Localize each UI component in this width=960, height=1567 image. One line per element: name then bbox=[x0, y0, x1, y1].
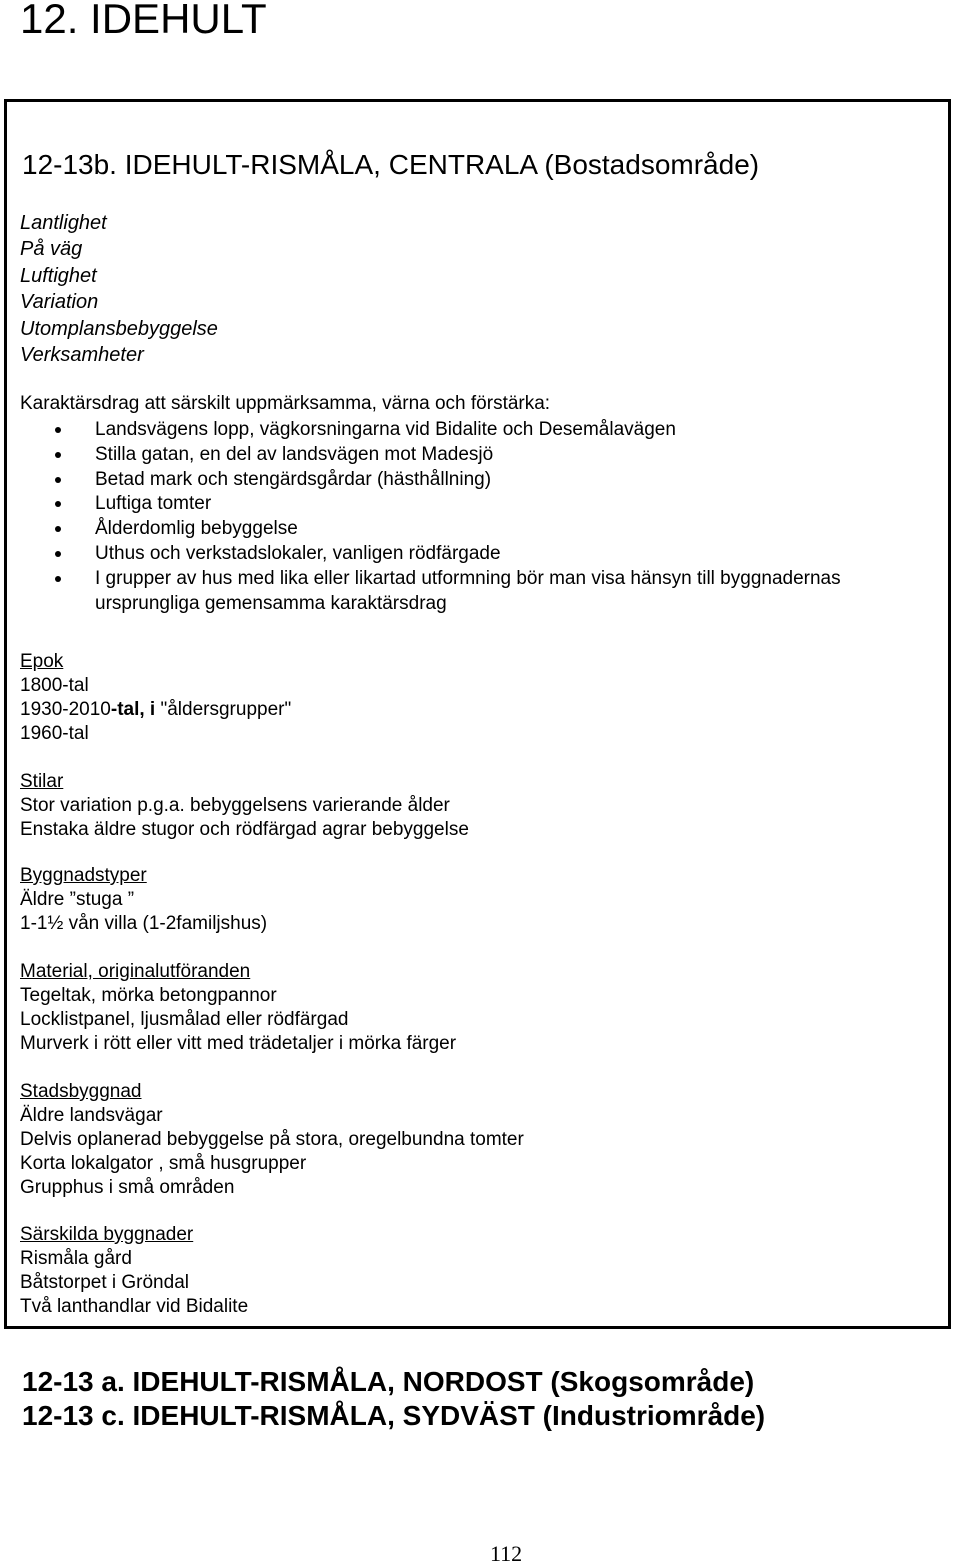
byggnadstyper-line: Äldre ”stuga ” bbox=[20, 889, 135, 910]
bullet-icon bbox=[55, 551, 61, 557]
material-heading: Material, originalutföranden bbox=[20, 961, 251, 982]
bullet-icon bbox=[55, 501, 61, 507]
epok-line: 1800-tal bbox=[20, 675, 89, 696]
stilar-section bbox=[20, 770, 469, 842]
stilar-line: Stor variation p.g.a. bebyggelsens varierande ålder bbox=[20, 795, 450, 816]
list-item: Ålderdomlig bebyggelse bbox=[40, 517, 930, 542]
keyword-item: Verksamheter bbox=[20, 344, 144, 367]
section-title bbox=[22, 148, 759, 182]
sarskilda-line: Två lanthandlar vid Bidalite bbox=[20, 1296, 249, 1317]
keyword-list bbox=[20, 210, 218, 368]
material-line: Tegeltak, mörka betongpannor bbox=[20, 985, 277, 1006]
keyword-item: På väg bbox=[20, 238, 83, 261]
bullet-icon bbox=[55, 526, 61, 532]
material-section bbox=[20, 960, 456, 1056]
bullet-icon bbox=[55, 477, 61, 483]
byggnadstyper-heading: Byggnadstyper bbox=[20, 865, 147, 886]
epok-line: 1930-2010-tal, i "åldersgrupper" bbox=[20, 699, 292, 720]
sarskilda-line: Båtstorpet i Gröndal bbox=[20, 1272, 189, 1293]
section-name: IDEHULT-RISMÅLA, CENTRALA (Bostadsområde) bbox=[124, 149, 760, 180]
bullet-icon bbox=[55, 452, 61, 458]
sarskilda-line: Rismåla gård bbox=[20, 1248, 132, 1269]
stadsbyggnad-section bbox=[20, 1080, 524, 1200]
keyword-item: Utomplansbebyggelse bbox=[20, 317, 218, 340]
keyword-item: Variation bbox=[20, 291, 99, 314]
list-item: Uthus och verkstadslokaler, vanligen rödfärgade bbox=[40, 542, 930, 567]
epok-heading: Epok bbox=[20, 651, 64, 672]
keyword-item: Luftighet bbox=[20, 264, 97, 287]
stadsbyggnad-line: Äldre landsvägar bbox=[20, 1105, 163, 1126]
stadsbyggnad-line: Korta lokalgator , små husgrupper bbox=[20, 1153, 307, 1174]
related-section-sydvast: 12-13 c. IDEHULT-RISMÅLA, SYDVÄST (Industriområde) bbox=[22, 1400, 766, 1431]
stadsbyggnad-heading: Stadsbyggnad bbox=[20, 1081, 142, 1102]
list-item: Stilla gatan, en del av landsvägen mot Madesjö bbox=[40, 443, 930, 468]
byggnadstyper-line: 1-1½ vån villa (1-2familjshus) bbox=[20, 913, 268, 934]
stadsbyggnad-line: Delvis oplanerad bebyggelse på stora, oregelbundna tomter bbox=[20, 1129, 524, 1150]
bullet-icon bbox=[55, 427, 61, 433]
list-item: I grupper av hus med lika eller likartad utformning bör man visa hänsyn till byggnadernas ursprungliga gemensamma karaktärsdrag bbox=[40, 567, 930, 617]
related-section-nordost: 12-13 a. IDEHULT-RISMÅLA, NORDOST (Skogsområde) bbox=[22, 1366, 755, 1397]
list-item: Luftiga tomter bbox=[40, 492, 930, 517]
characteristics-intro: Karaktärsdrag att särskilt uppmärksamma, värna och förstärka: bbox=[20, 393, 551, 414]
bullet-icon bbox=[55, 576, 61, 582]
keyword-item: Lantlighet bbox=[20, 212, 107, 234]
byggnadstyper-section bbox=[20, 864, 267, 936]
material-line: Locklistpanel, ljusmålad eller rödfärgad bbox=[20, 1009, 349, 1030]
sarskilda-section bbox=[20, 1223, 248, 1319]
section-number: 12-13b. bbox=[22, 149, 117, 180]
page-number: 112 bbox=[490, 1541, 523, 1566]
list-item: Landsvägens lopp, vägkorsningarna vid Bidalite och Desemålavägen bbox=[40, 418, 930, 443]
epok-section bbox=[20, 650, 291, 746]
list-item: Betad mark och stengärdsgårdar (hästhållning) bbox=[40, 468, 930, 493]
epok-line: 1960-tal bbox=[20, 723, 89, 744]
material-line: Murverk i rött eller vitt med trädetaljer i mörka färger bbox=[20, 1033, 457, 1054]
stilar-line: Enstaka äldre stugor och rödfärgad agrar bebyggelse bbox=[20, 819, 469, 840]
sarskilda-heading: Särskilda byggnader bbox=[20, 1224, 194, 1245]
page-title: 12. IDEHULT bbox=[20, 0, 267, 42]
stilar-heading: Stilar bbox=[20, 771, 64, 792]
characteristics-list bbox=[40, 418, 930, 616]
stadsbyggnad-line: Grupphus i små områden bbox=[20, 1177, 235, 1198]
